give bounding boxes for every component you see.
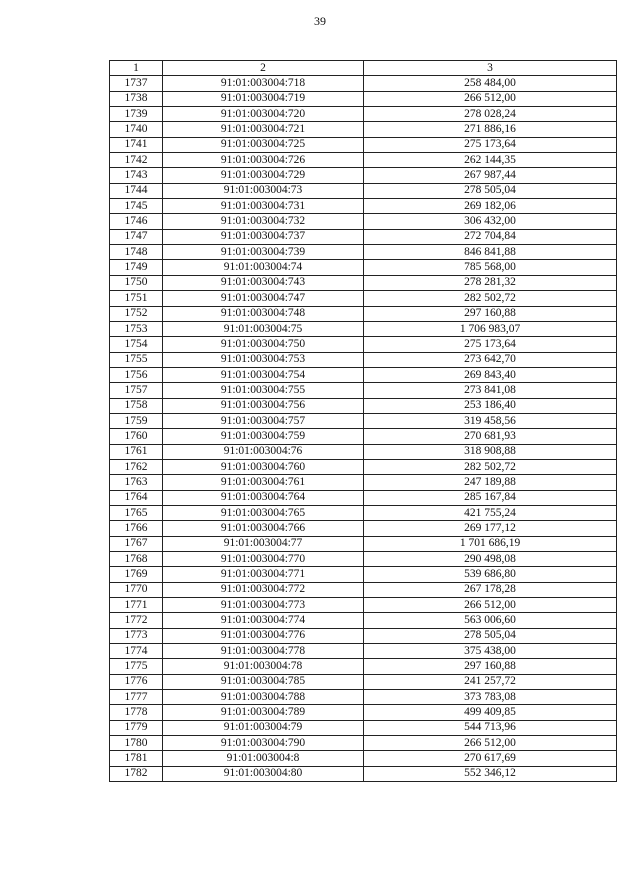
table-row [110,91,617,106]
cadastral-value-cell: 269 843,40 [364,367,617,382]
cadastral-number-cell: 91:01:003004:766 [163,521,364,536]
cadastral-number-cell: 91:01:003004:75 [163,321,364,336]
cadastral-number-cell: 91:01:003004:77 [163,536,364,551]
table-row [110,674,617,689]
cadastral-number-cell: 91:01:003004:765 [163,505,364,520]
cadastral-value-cell: 241 257,72 [364,674,617,689]
table-row [110,720,617,735]
table-row [110,398,617,413]
table-row [110,199,617,214]
cadastral-number-cell: 91:01:003004:790 [163,736,364,751]
row-number-cell: 1759 [110,413,163,428]
table-row [110,705,617,720]
table-row [110,183,617,198]
row-number-cell: 1746 [110,214,163,229]
table-row [110,521,617,536]
row-number-cell: 1770 [110,582,163,597]
cadastral-number-cell: 91:01:003004:788 [163,690,364,705]
row-number-cell: 1757 [110,383,163,398]
table-row [110,536,617,551]
cadastral-value-cell: 247 189,88 [364,475,617,490]
cadastral-value-cell: 421 755,24 [364,505,617,520]
row-number-cell: 1768 [110,552,163,567]
cadastral-value-cell: 253 186,40 [364,398,617,413]
table-row [110,367,617,382]
table-row [110,383,617,398]
cadastral-value-cell: 1 706 983,07 [364,321,617,336]
table-row [110,766,617,781]
cadastral-value-cell: 499 409,85 [364,705,617,720]
table-row [110,306,617,321]
row-number-cell: 1741 [110,137,163,152]
row-number-cell: 1756 [110,367,163,382]
cadastral-value-cell: 270 681,93 [364,429,617,444]
row-number-cell: 1771 [110,598,163,613]
row-number-cell: 1763 [110,475,163,490]
cadastral-value-cell: 278 505,04 [364,628,617,643]
table-row [110,76,617,91]
cadastral-value-cell: 285 167,84 [364,490,617,505]
cadastral-value-cell: 262 144,35 [364,153,617,168]
cadastral-number-cell: 91:01:003004:789 [163,705,364,720]
row-number-cell: 1781 [110,751,163,766]
table-row [110,153,617,168]
table-row [110,122,617,137]
table-row [110,214,617,229]
cadastral-number-cell: 91:01:003004:76 [163,444,364,459]
cadastral-number-cell: 91:01:003004:78 [163,659,364,674]
table-row [110,613,617,628]
row-number-cell: 1755 [110,352,163,367]
cadastral-number-cell: 91:01:003004:726 [163,153,364,168]
cadastral-value-cell: 275 173,64 [364,337,617,352]
cadastral-number-cell: 91:01:003004:8 [163,751,364,766]
cadastral-value-cell: 373 783,08 [364,690,617,705]
cadastral-number-cell: 91:01:003004:772 [163,582,364,597]
cadastral-number-cell: 91:01:003004:719 [163,91,364,106]
cadastral-value-cell: 318 908,88 [364,444,617,459]
cadastral-number-cell: 91:01:003004:739 [163,245,364,260]
row-number-cell: 1767 [110,536,163,551]
cadastral-value-cell: 297 160,88 [364,659,617,674]
cadastral-value-cell: 282 502,72 [364,291,617,306]
table-body [110,76,617,782]
cadastral-number-cell: 91:01:003004:770 [163,552,364,567]
row-number-cell: 1773 [110,628,163,643]
cadastral-value-cell: 269 177,12 [364,521,617,536]
row-number-cell: 1769 [110,567,163,582]
cadastral-number-cell: 91:01:003004:774 [163,613,364,628]
cadastral-number-cell: 91:01:003004:756 [163,398,364,413]
table-row [110,736,617,751]
table-row [110,659,617,674]
table-row [110,567,617,582]
cadastral-number-cell: 91:01:003004:761 [163,475,364,490]
column-header-2: 2 [163,61,364,76]
cadastral-value-cell: 258 484,00 [364,76,617,91]
cadastral-value-cell: 290 498,08 [364,552,617,567]
row-number-cell: 1754 [110,337,163,352]
cadastral-value-cell: 319 458,56 [364,413,617,428]
row-number-cell: 1762 [110,459,163,474]
cadastral-value-cell: 552 346,12 [364,766,617,781]
column-header-3: 3 [364,61,617,76]
row-number-cell: 1761 [110,444,163,459]
table-row [110,505,617,520]
row-number-cell: 1766 [110,521,163,536]
row-number-cell: 1772 [110,613,163,628]
table-row [110,107,617,122]
cadastral-number-cell: 91:01:003004:79 [163,720,364,735]
cadastral-number-cell: 91:01:003004:74 [163,260,364,275]
row-number-cell: 1777 [110,690,163,705]
row-number-cell: 1758 [110,398,163,413]
row-number-cell: 1750 [110,275,163,290]
row-number-cell: 1760 [110,429,163,444]
cadastral-value-cell: 269 182,06 [364,199,617,214]
row-number-cell: 1776 [110,674,163,689]
cadastral-number-cell: 91:01:003004:754 [163,367,364,382]
row-number-cell: 1764 [110,490,163,505]
table-row [110,644,617,659]
cadastral-number-cell: 91:01:003004:73 [163,183,364,198]
cadastral-value-cell: 271 886,16 [364,122,617,137]
cadastral-value-cell: 278 281,32 [364,275,617,290]
table-row [110,337,617,352]
cadastral-value-cell: 539 686,80 [364,567,617,582]
cadastral-number-cell: 91:01:003004:732 [163,214,364,229]
cadastral-number-cell: 91:01:003004:725 [163,137,364,152]
row-number-cell: 1752 [110,306,163,321]
cadastral-number-cell: 91:01:003004:753 [163,352,364,367]
table-row [110,168,617,183]
cadastral-number-cell: 91:01:003004:731 [163,199,364,214]
cadastral-number-cell: 91:01:003004:80 [163,766,364,781]
cadastral-value-cell: 1 701 686,19 [364,536,617,551]
table-row [110,475,617,490]
cadastral-value-table [109,60,617,782]
cadastral-value-cell: 278 505,04 [364,183,617,198]
row-number-cell: 1765 [110,505,163,520]
cadastral-value-cell: 267 178,28 [364,582,617,597]
cadastral-number-cell: 91:01:003004:750 [163,337,364,352]
cadastral-number-cell: 91:01:003004:748 [163,306,364,321]
row-number-cell: 1774 [110,644,163,659]
cadastral-value-cell: 282 502,72 [364,459,617,474]
row-number-cell: 1742 [110,153,163,168]
table-row [110,245,617,260]
table-row [110,229,617,244]
cadastral-value-cell: 273 841,08 [364,383,617,398]
table-row [110,291,617,306]
cadastral-number-cell: 91:01:003004:737 [163,229,364,244]
row-number-cell: 1749 [110,260,163,275]
cadastral-value-cell: 270 617,69 [364,751,617,766]
cadastral-number-cell: 91:01:003004:721 [163,122,364,137]
cadastral-number-cell: 91:01:003004:743 [163,275,364,290]
cadastral-number-cell: 91:01:003004:760 [163,459,364,474]
row-number-cell: 1753 [110,321,163,336]
cadastral-number-cell: 91:01:003004:747 [163,291,364,306]
table-row [110,628,617,643]
row-number-cell: 1744 [110,183,163,198]
cadastral-value-cell: 266 512,00 [364,91,617,106]
cadastral-value-cell: 297 160,88 [364,306,617,321]
table-row [110,751,617,766]
cadastral-value-cell: 544 713,96 [364,720,617,735]
page-number: 39 [314,14,326,28]
row-number-cell: 1782 [110,766,163,781]
table-row [110,690,617,705]
row-number-cell: 1775 [110,659,163,674]
row-number-cell: 1737 [110,76,163,91]
table-row [110,352,617,367]
table-row [110,321,617,336]
cadastral-value-cell: 272 704,84 [364,229,617,244]
cadastral-number-cell: 91:01:003004:773 [163,598,364,613]
row-number-cell: 1778 [110,705,163,720]
column-header-1: 1 [110,61,163,76]
cadastral-number-cell: 91:01:003004:718 [163,76,364,91]
table-row [110,490,617,505]
cadastral-number-cell: 91:01:003004:720 [163,107,364,122]
row-number-cell: 1747 [110,229,163,244]
cadastral-value-cell: 846 841,88 [364,245,617,260]
row-number-cell: 1743 [110,168,163,183]
cadastral-value-cell: 273 642,70 [364,352,617,367]
cadastral-value-cell: 375 438,00 [364,644,617,659]
row-number-cell: 1748 [110,245,163,260]
table-row [110,444,617,459]
cadastral-value-cell: 266 512,00 [364,598,617,613]
cadastral-value-cell: 785 568,00 [364,260,617,275]
table-row [110,137,617,152]
table-row [110,582,617,597]
cadastral-value-cell: 563 006,60 [364,613,617,628]
cadastral-number-cell: 91:01:003004:759 [163,429,364,444]
table-row [110,459,617,474]
cadastral-number-cell: 91:01:003004:757 [163,413,364,428]
row-number-cell: 1745 [110,199,163,214]
table-row [110,260,617,275]
cadastral-value-cell: 266 512,00 [364,736,617,751]
table-header-row [110,61,617,76]
row-number-cell: 1738 [110,91,163,106]
cadastral-value-cell: 275 173,64 [364,137,617,152]
cadastral-number-cell: 91:01:003004:755 [163,383,364,398]
row-number-cell: 1751 [110,291,163,306]
row-number-cell: 1739 [110,107,163,122]
table-row [110,552,617,567]
table-row [110,429,617,444]
table-row [110,598,617,613]
row-number-cell: 1780 [110,736,163,751]
row-number-cell: 1779 [110,720,163,735]
cadastral-value-cell: 267 987,44 [364,168,617,183]
cadastral-number-cell: 91:01:003004:771 [163,567,364,582]
cadastral-value-cell: 306 432,00 [364,214,617,229]
table-row [110,413,617,428]
cadastral-number-cell: 91:01:003004:785 [163,674,364,689]
cadastral-number-cell: 91:01:003004:729 [163,168,364,183]
cadastral-number-cell: 91:01:003004:764 [163,490,364,505]
cadastral-value-cell: 278 028,24 [364,107,617,122]
cadastral-number-cell: 91:01:003004:778 [163,644,364,659]
row-number-cell: 1740 [110,122,163,137]
cadastral-number-cell: 91:01:003004:776 [163,628,364,643]
table-row [110,275,617,290]
